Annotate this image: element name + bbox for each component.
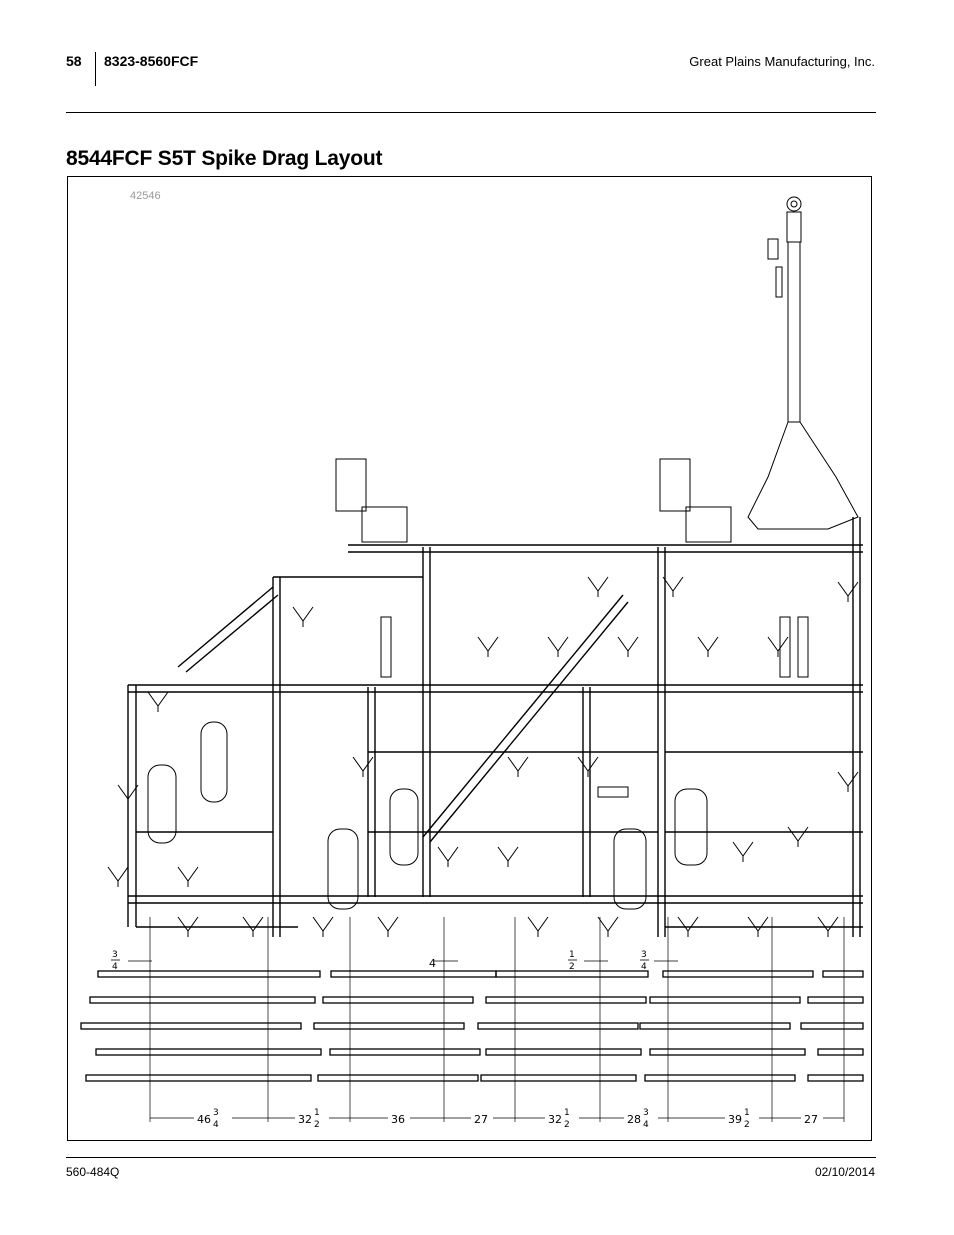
dim-whole: 28 xyxy=(627,1113,641,1126)
top-label-num: 3 xyxy=(112,950,118,960)
page-number: 58 xyxy=(66,53,82,69)
model-number: 8323-8560FCF xyxy=(104,53,199,69)
header-rule xyxy=(66,112,876,113)
document-date: 02/10/2014 xyxy=(814,1165,875,1179)
drag-bars xyxy=(81,971,863,1081)
dim-whole: 46 xyxy=(197,1113,211,1126)
layout-drawing xyxy=(67,176,872,1141)
bottom-dimension-labels xyxy=(194,1108,823,1130)
top-label-den: 4 xyxy=(112,962,118,972)
gauge-wheels xyxy=(148,722,707,909)
company-name: Great Plains Manufacturing, Inc. xyxy=(689,54,875,69)
top-label-den: 2 xyxy=(569,962,575,972)
dim-den: 2 xyxy=(744,1120,750,1130)
figure-id: 42546 xyxy=(130,190,161,202)
page-title: 8544FCF S5T Spike Drag Layout xyxy=(66,147,383,170)
dim-whole: 27 xyxy=(474,1113,488,1126)
lift-assemblies xyxy=(336,459,808,797)
dim-num: 3 xyxy=(643,1108,649,1118)
frame-tubes xyxy=(128,517,863,937)
dim-num: 1 xyxy=(744,1108,750,1118)
reference-lines xyxy=(150,917,844,1122)
dim-den: 2 xyxy=(564,1120,570,1130)
machine-diagram xyxy=(68,177,871,1140)
top-offset-labels xyxy=(111,950,649,972)
dim-num: 1 xyxy=(314,1108,320,1118)
hitch-tongue xyxy=(748,197,858,529)
top-label-num: 3 xyxy=(641,950,647,960)
header-separator xyxy=(95,52,96,86)
top-label-num: 1 xyxy=(569,950,575,960)
dim-whole: 27 xyxy=(804,1113,818,1126)
dim-den: 4 xyxy=(643,1120,649,1130)
dim-whole: 39 xyxy=(728,1113,742,1126)
top-label-whole: 4 xyxy=(429,957,436,970)
dim-whole: 32 xyxy=(548,1113,562,1126)
dim-whole: 32 xyxy=(298,1113,312,1126)
dim-whole: 36 xyxy=(391,1113,405,1126)
top-label-den: 4 xyxy=(641,962,647,972)
footer-rule xyxy=(66,1157,876,1158)
dim-num: 3 xyxy=(213,1108,219,1118)
dim-den: 2 xyxy=(314,1120,320,1130)
dim-den: 4 xyxy=(213,1120,219,1130)
document-number: 560-484Q xyxy=(66,1165,120,1179)
dim-num: 1 xyxy=(564,1108,570,1118)
